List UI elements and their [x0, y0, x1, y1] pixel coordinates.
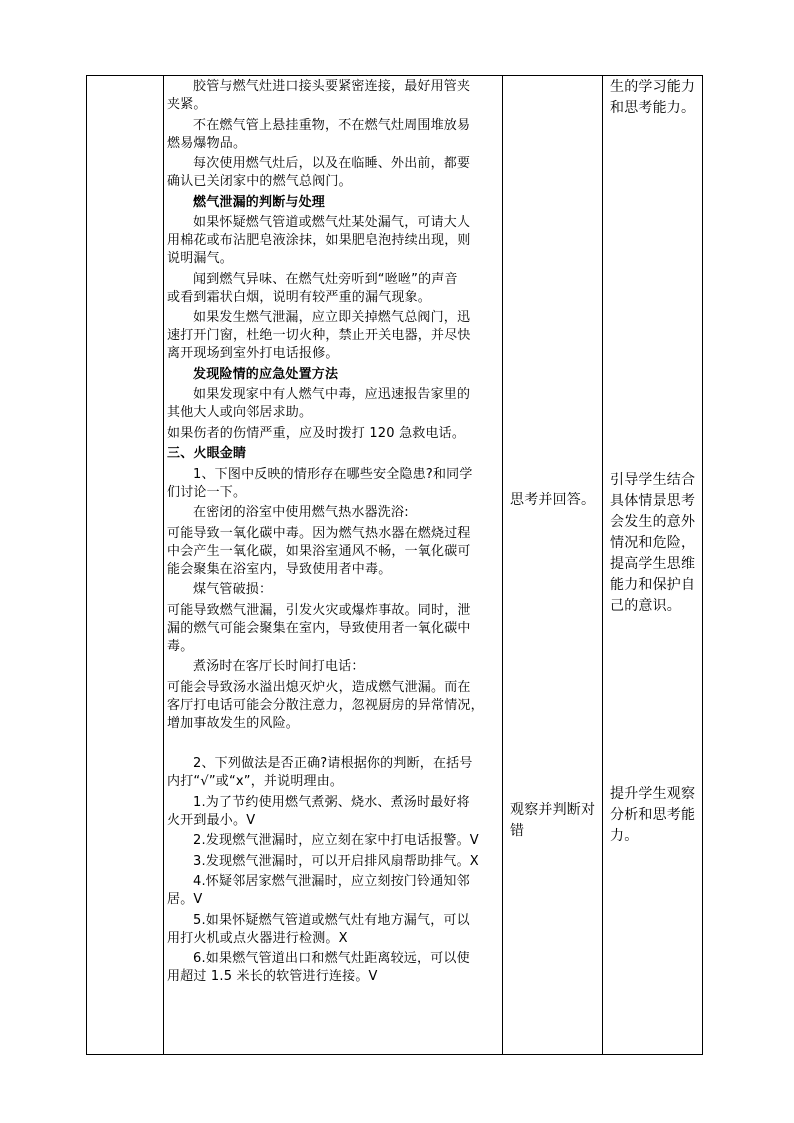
- paragraph: 如果发生燃气泄漏，应立即关掉燃气总阀门，迅 速打开门窗，杜绝一切火种，禁止开关电器，并尽快 离开现场到室外打电话报修。: [167, 310, 471, 361]
- paragraph: 如果怀疑燃气管道或燃气灶某处漏气，可请大人 用棉花或布沾肥皂液涂抹，如果肥皂泡持续出现，则 说明漏气。: [167, 215, 471, 266]
- judgement-item: 4.怀疑邻居家燃气泄漏时，应立刻按门铃通知邻 居。V: [167, 874, 470, 907]
- section-heading: 燃气泄漏的判断与处理: [193, 194, 326, 210]
- answer: 可能导致一氧化碳中毒。因为燃气热水器在燃烧过程 中会产生一氧化碳，如果浴室通风不畅，一氧化碳可 能会聚集在浴室内，导致使用者中毒。: [167, 525, 471, 577]
- lesson-table: [86, 75, 703, 1055]
- judgement-item: 6.如果燃气管道出口和燃气灶距离较远，可以使 用超过 1.5 米长的软管进行连接。V: [167, 951, 470, 984]
- content-column: [163, 76, 502, 1054]
- section-heading: 三、火眼金睛: [167, 446, 247, 461]
- judgement-item: 2.发现燃气泄漏时，应立刻在家中打电话报警。V: [193, 833, 479, 848]
- paragraph: 闻到燃气异味、在燃气灶旁听到“咝咝”的声音 或看到霜状白烟，说明有较严重的漏气现象。: [167, 271, 458, 305]
- paragraph: 不在燃气管上悬挂重物，不在燃气灶周围堆放易 燃易爆物品。: [167, 117, 471, 151]
- section-heading: 发现险情的应急处置方法: [193, 366, 339, 382]
- paragraph: 如果伤者的伤情严重，应及时拨打 120 急救电话。: [167, 425, 466, 441]
- judgement-item: 1.为了节约使用燃气煮粥、烧水、煮汤时最好将 火开到最小。V: [167, 794, 470, 828]
- goal-column: [602, 76, 704, 1054]
- activity-column: [502, 76, 602, 1054]
- goal-note: 提升学生观察 分析和思考能 力。: [610, 786, 696, 844]
- goal-note: 引导学生结合 具体情景思考 会发生的意外 情况和危险， 提高学生思维 能力和保护自 己的意识。: [610, 472, 696, 614]
- answer: 可能导致燃气泄漏，引发火灾或爆炸事故。同时，泄 漏的燃气可能会聚集在室内，导致使用者一氧化碳中 毒。: [167, 602, 471, 654]
- scenario: 煮汤时在客厅长时间打电话：: [193, 659, 365, 674]
- goal-note: 生的学习能力 和思考能力。: [610, 79, 696, 116]
- question: 1、下图中反映的情形存在哪些安全隐患?和同学 们讨论一下。: [167, 466, 473, 500]
- question: 2、下列做法是否正确?请根据你的判断，在括号 内打“√”或“x”，并说明理由。: [167, 756, 473, 789]
- scenario: 煤气管破损：: [193, 582, 273, 597]
- paragraph: 胶管与燃气灶进口接头要紧密连接，最好用管夹 夹紧。: [167, 79, 471, 112]
- judgement-item: 3.发现燃气泄漏时，可以开启排风扇帮助排气。X: [193, 853, 479, 869]
- scenario: 在密闭的浴室中使用燃气热水器洗浴:: [193, 505, 409, 520]
- activity-note: 思考并回答。: [510, 492, 596, 508]
- paragraph: 每次使用燃气灶后，以及在临睡、外出前，都要 确认已关闭家中的燃气总阀门。: [167, 156, 471, 189]
- paragraph: 如果发现家中有人燃气中毒，应迅速报告家里的 其他大人或向邻居求助。: [167, 387, 471, 420]
- answer: 可能会导致汤水溢出熄灭炉火，造成燃气泄漏。而在 客厅打电话可能会分散注意力，忽视厨房的异常情况， 增加事故发生的风险。: [167, 679, 484, 731]
- judgement-item: 5.如果怀疑燃气管道或燃气灶有地方漏气，可以 用打火机或点火器进行检测。X: [167, 912, 470, 946]
- activity-note: 观察并判断对 错: [510, 802, 596, 839]
